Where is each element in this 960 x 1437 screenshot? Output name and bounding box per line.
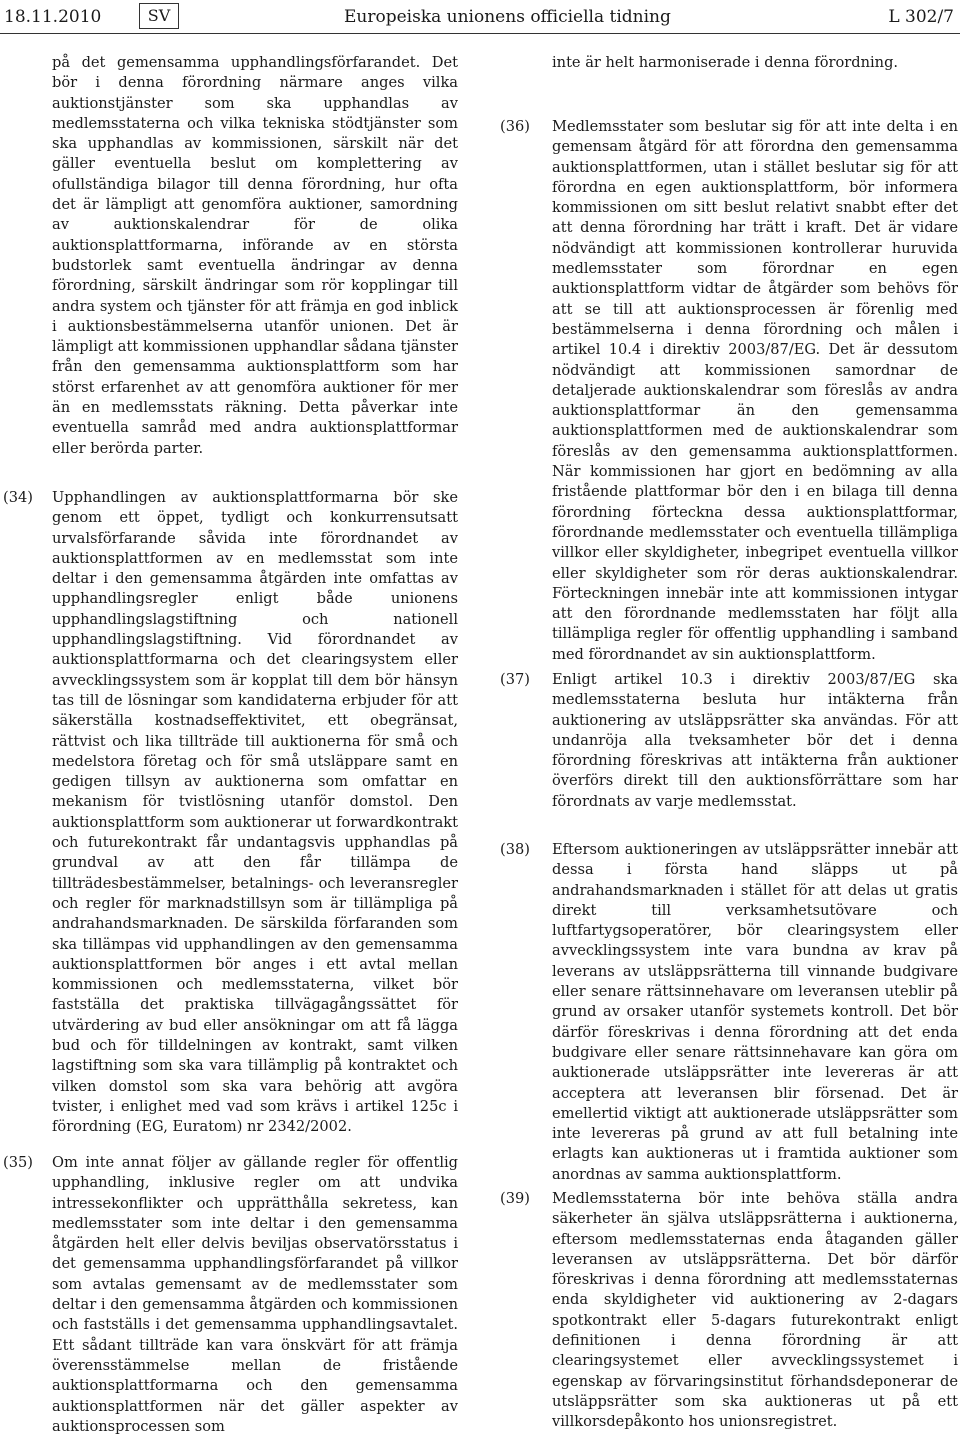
page-header <box>0 0 960 34</box>
recital-39 <box>552 1189 958 1433</box>
header-divider <box>0 33 960 34</box>
continued-paragraph-left <box>52 53 458 459</box>
continued-paragraph-right <box>552 53 958 73</box>
recital-text: Medlemsstater som beslutar sig för att inte delta i en gemensam åtgärd för att förordna den gemensamma auktionsplattformen, utan i stället beslutar sig för att förordna en egen auktionsplattform, bör informera kommissionen om sitt beslut relativt snabbt efter det att denna förordning har trätt i kraft. Det är vidare nödvändigt att kommissionen kontrollerar huruvida medlemsstater som förordnar en egen auktionsplattform vidtar de åtgärder som behövs för att se till att auktionsprocessen är förenlig med bestämmelserna i denna förordning och målen i artikel 10.4 i direktiv 2003/87/EG. Det är dessutom nödvändigt att kommissionen samordnar de detaljerade auktionskalendrar som föreslås av andra auktionsplattformar än den gemensamma auktionsplattformen med de auktionskalendrar som föreslås av den gemensamma auktionsplattformen. När kommissionen har gjort en bedömning av alla fristående plattformar bör den i en bilaga till denna förordning förteckna dessa auktionsplattformar, förordnande medlemsstater och eventuella tillämpliga villkor eller skyldigheter, inbegripet eventuella villkor eller skyldigheter som rör deras auktionskalendrar. Förteckningen innebär inte att kommissionen intygar att den förordnande medlemsstaten har följt alla tillämpliga regler för offentlig upphandling i samband med förordnandet av sin auktionsplattform. <box>552 118 958 663</box>
publication-date: 18.11.2010 <box>4 7 102 27</box>
recital-37 <box>552 670 958 812</box>
paragraph-text: inte är helt harmoniserade i denna förordning. <box>552 54 899 71</box>
recital-text: Enligt artikel 10.3 i direktiv 2003/87/EG ska medlemsstaterna besluta hur intäkterna från auktionering av utsläppsrätter ska användas. För att undanröja alla tveksamheter bör det i denna förordning föreskrivas att intäkterna från auktioner överförs direkt till den auktionsförrättare som har förordnats av varje medlemsstat. <box>552 671 958 810</box>
recital-text: Om inte annat följer av gällande regler för offentlig upphandling, inklusive regler om att undvika intressekonflikter och upprätthålla sekretess, kan medlemsstater som inte deltar i den gemensamma åtgärden helt eller delvis beviljas observatörsstatus i det gemensamma upphandlingsförfarandet på villkor som avtalas gemensamt av de medlemsstater som deltar i den gemensamma åtgärden och kommissionen och fastställs i det gemensamma upphandlingsavtalet. Ett sådant tillträde kan vara önskvärt för att främja överensstämmelse mellan de fristående auktionsplattformarna och den gemensamma auktionsplattformen när det gäller aspekter av auktionsprocessen som <box>52 1154 458 1435</box>
recital-text: Upphandlingen av auktionsplattformarna bör ske genom ett öppet, tydligt och konkurrensutsatt urvalsförfarande såvida inte förordnandet av auktionsplattformen av en medlemsstat som inte deltar i den gemensamma åtgärden inte omfattas av upphandlingsregler enligt både unionens upphandlingslagstiftning och nationell upphandlingslagstiftning. Vid förordnandet av auktionsplattformarna och det clearingsystem eller avvecklingssystem som är kopplat till dem bör hänsyn tas till de lösningar som kandidaterna erbjuder för att säkerställa kostnadseffektivitet, ett obegränsat, rättvist och lika tillträde till auktionerna för små och medelstora företag och för små utsläppare samt en gedigen tillsyn av auktionerna som omfattar en mekanism för tvistlösning utanför domstol. Den auktionsplattform som auktionerar ut forwardkontrakt och futurekontrakt får undantagsvis upphandlas på grundval av att den får tillämpa de tillträdesbestämmelser, betalnings- och leveransregler och regler för marknadstillsyn som är tillämpliga på andrahandsmarknaden. De särskilda förfaranden som ska tillämpas vid upphandlingen av den gemensamma auktionsplattformen bör anges i ett avtal mellan kommissionen och medlemsstaterna, vilket bör fastställa det praktiska tillvägagångssättet för utvärdering av bud eller ansökningar om att få lägga bud och för tilldelningen av kontrakt, samt vilken lagstiftning som ska vara tillämplig på kontraktet och vilken domstol som ska vara behörig att avgöra tvister, i enlighet med vad som krävs i artikel 125c i förordning (EG, Euratom) nr 2342/2002. <box>52 489 458 1136</box>
recital-number-38: (38) <box>500 841 530 858</box>
recital-number-39: (39) <box>500 1190 530 1207</box>
recital-38 <box>552 840 958 1185</box>
recital-number-36: (36) <box>500 118 530 135</box>
recital-34 <box>52 488 458 1138</box>
recital-35 <box>52 1153 458 1437</box>
recital-number-35: (35) <box>3 1154 33 1171</box>
recital-text: Eftersom auktioneringen av utsläppsrätter innebär att dessa i första hand släpps ut på andrahandsmarknaden i stället för att delas ut gratis direkt till verksamhetsutövare och luftfartygsoperatörer, bör clearingsystem eller avvecklingssystem inte vara bundna av krav på leverans av utsläppsrätterna till vinnande budgivare eller senare rättsinnehavare om leveransen uteblir på grund av orsaker utanför systemets kontroll. Det bör därför föreskrivas i denna förordning att det enda budgivare eller senare rättsinnehavare kan göra om auktionerade utsläppsrätter inte levereras är att acceptera att leveransen blir försenad. Det är emellertid viktigt att auktionerade utsläppsrätter som inte levereras på grund av att full betalning inte erlagts kan auktioneras ut i framtida auktioner som anordnas av samma auktionsplattform. <box>552 841 958 1183</box>
language-badge: SV <box>139 3 179 29</box>
recital-36 <box>552 117 958 665</box>
page-reference: L 302/7 <box>888 7 954 27</box>
recital-number-34: (34) <box>3 489 33 506</box>
recital-number-37: (37) <box>500 671 530 688</box>
recital-text: Medlemsstaterna bör inte behöva ställa andra säkerheter än själva utsläppsrätterna i auktionerna, eftersom medlemsstaternas enda åtaganden gäller leveransen av utsläppsrätterna. Det bör därför föreskrivas i denna förordning att medlemsstaternas enda skyldigheter vid auktionering av 2-dagars spotkontrakt eller 5-dagars futurekontrakt enligt definitionen i denna förordning är att clearingsystemet eller avvecklingssystemet i egenskap av förvaringsinstitut förhandsdeponerar de utsläppsrätter som ska auktioneras ut på ett villkorsdepåkonto hos unionsregistret. <box>552 1190 958 1431</box>
paragraph-text: på det gemensamma upphandlingsförfarandet. Det bör i denna förordning närmare anges vilka auktionstjänster som ska upphandlas av medlemsstaterna och vilka tekniska stödtjänster som ska upphandlas av kommissionen, särskilt när det gäller eventuella beslut om komplettering av ofullständiga bilagor till denna förordning, hur ofta det är lämpligt att genomföra auktioner, samordning av auktionskalendrar för de olika auktionsplattformarna, införande av en största budstorlek samt eventuella ändringar av denna förordning, särskilt ändringar som rör kopplingar till andra system och tjänster för att främja en god inblick i auktionsbestämmelserna utanför unionen. Det är lämpligt att kommissionen upphandlar sådana tjänster från den gemensamma auktionsplattform som har störst erfarenhet av att genomföra auktioner för mer än en medlemsstats räkning. Detta påverkar inte eventuella samråd med andra auktionsplattformar eller berörda parter. <box>52 54 458 457</box>
journal-title: Europeiska unionens officiella tidning <box>344 7 671 27</box>
